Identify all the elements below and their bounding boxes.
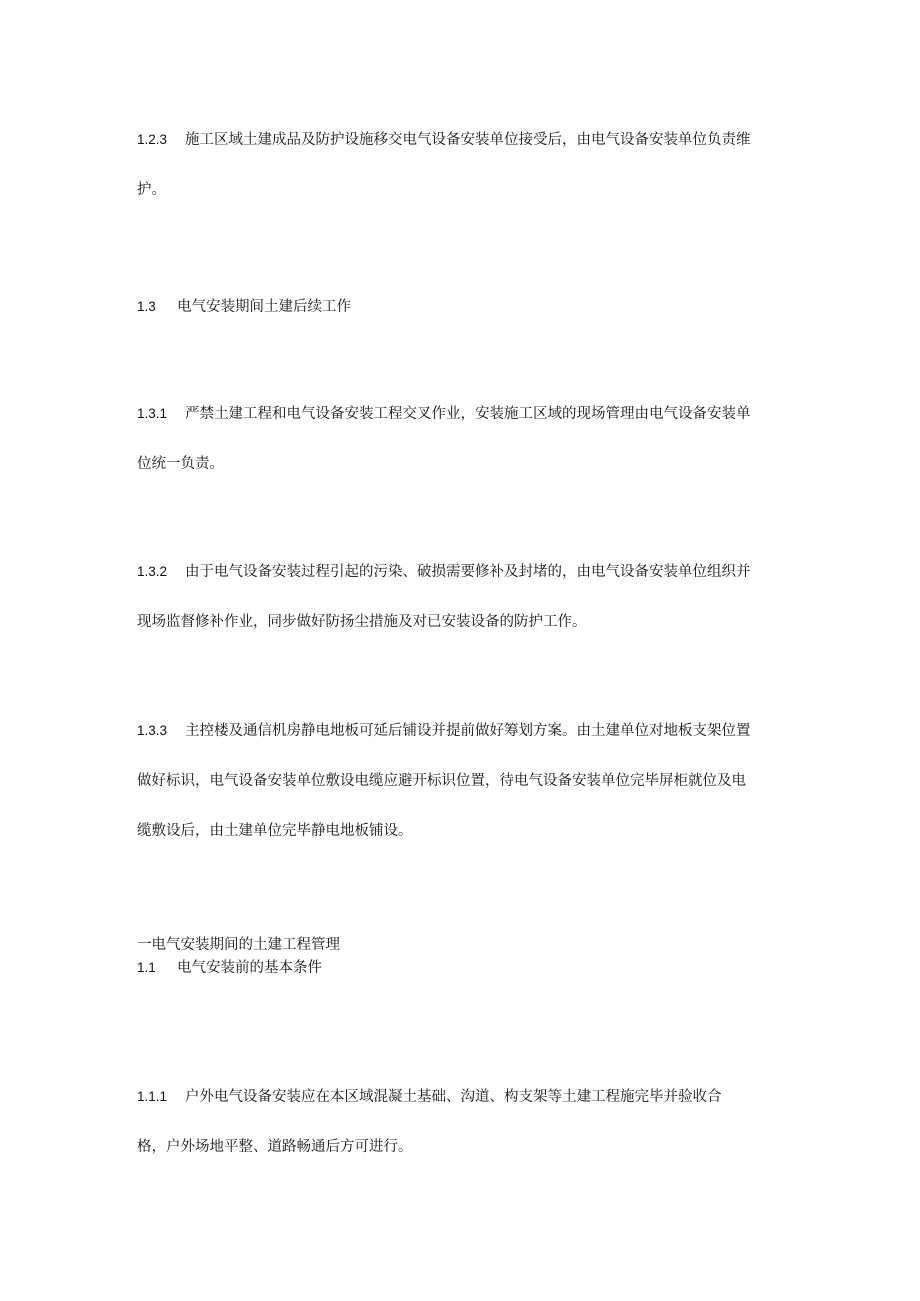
paragraph-text: 户外电气设备安装应在本区域混凝土基础、沟道、构支架等土建工程施完毕并验收合 (185, 1089, 722, 1105)
paragraph-1-3-3-line-2 (137, 771, 787, 791)
section-number: 1.1 (137, 960, 156, 975)
paragraph-1-3-2-line-1 (137, 562, 787, 582)
section-number: 1.2.3 (137, 132, 168, 147)
paragraph-text: 护。 (137, 182, 166, 198)
section-heading: 电气安装前的基本条件 (177, 960, 322, 976)
section-heading: 电气安装期间土建后续工作 (177, 299, 351, 315)
chapter-title-text: 一电气安装期间的土建工程管理 (137, 937, 340, 953)
section-number: 1.3.2 (137, 564, 168, 579)
paragraph-text: 做好标识，电气设备安装单位敷设电缆应避开标识位置，待电气设备安装单位完毕屏柜就位及电 (137, 773, 746, 789)
paragraph-text: 格，户外场地平整、道路畅通后方可进行。 (137, 1139, 413, 1155)
heading-1-1 (137, 958, 787, 978)
paragraph-text: 由于电气设备安装过程引起的污染、破损需要修补及封堵的，由电气设备安装单位组织并 (185, 564, 751, 580)
paragraph-text: 位统一负责。 (137, 456, 224, 472)
paragraph-text: 缆敷设后，由土建单位完毕静电地板铺设。 (137, 823, 413, 839)
paragraph-1-2-3-line-2 (137, 180, 787, 200)
section-number: 1.3.3 (137, 723, 168, 738)
section-number: 1.1.1 (137, 1089, 168, 1104)
paragraph-1-3-2-line-2 (137, 612, 787, 632)
paragraph-1-1-1-line-1 (137, 1087, 787, 1107)
section-number: 1.3.1 (137, 406, 168, 421)
paragraph-1-3-3-line-1 (137, 721, 787, 741)
paragraph-1-3-1-line-2 (137, 454, 787, 474)
chapter-title (137, 935, 787, 955)
section-number: 1.3 (137, 299, 156, 314)
paragraph-1-3-1-line-1 (137, 404, 787, 424)
paragraph-text: 严禁土建工程和电气设备安装工程交叉作业，安装施工区域的现场管理由电气设备安装单 (185, 406, 751, 422)
paragraph-1-3-3-line-3 (137, 821, 787, 841)
paragraph-1-1-1-line-2 (137, 1137, 787, 1157)
paragraph-text: 主控楼及通信机房静电地板可延后铺设并提前做好筹划方案。由土建单位对地板支架位置 (185, 723, 751, 739)
heading-1-3 (137, 297, 787, 317)
paragraph-1-2-3-line-1 (137, 130, 787, 150)
paragraph-text: 现场监督修补作业，同步做好防扬尘措施及对已安装设备的防护工作。 (137, 614, 587, 630)
paragraph-text: 施工区域土建成品及防护设施移交电气设备安装单位接受后，由电气设备安装单位负责维 (185, 132, 751, 148)
